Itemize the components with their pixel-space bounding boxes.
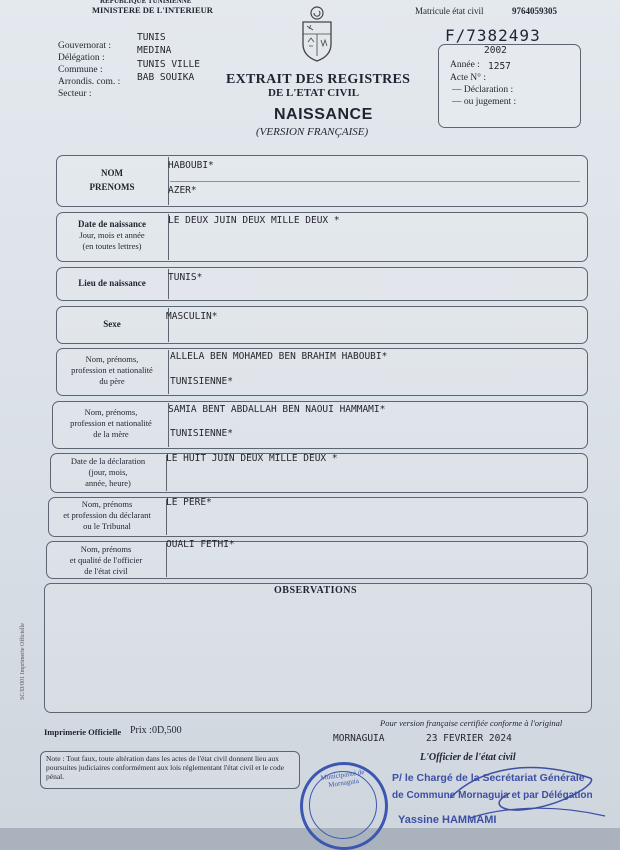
republique-text: REPUBLIQUE TUNISIENNE: [100, 0, 192, 5]
officier-value: OUALI FETHI*: [166, 539, 235, 550]
handwritten-signature-icon: [440, 748, 610, 828]
date-naissance-sublabel2: (en toutes lettres): [82, 241, 142, 251]
pere-divider: [168, 350, 169, 394]
annee-label: Année :: [450, 60, 480, 70]
observations-label: OBSERVATIONS: [274, 585, 358, 596]
pere-nationality-value: TUNISIENNE*: [170, 376, 233, 387]
declaration-label-3: année, heure): [85, 478, 131, 488]
arrondissement-label: Arrondis. com. :: [58, 77, 121, 87]
gouvernorat-label: Gouvernorat :: [58, 41, 112, 51]
ministere-text: MINISTERE DE L'INTERIEUR: [92, 5, 213, 15]
declarant-label-1: Nom, prénoms: [81, 499, 133, 509]
officier-label-2: et qualité de l'officier: [69, 555, 143, 565]
acte-label: Acte N° :: [450, 73, 486, 83]
side-imprimerie-text: SC/D/001 Imprimerie Officielle: [20, 623, 26, 700]
annee-value: 1257: [488, 61, 511, 72]
sexe-value: MASCULIN*: [166, 311, 218, 322]
declaration-value: LE HUIT JUIN DEUX MILLE DEUX *: [166, 453, 338, 464]
pere-label-2: profession et nationalité: [71, 365, 153, 375]
date-signature: 23 FEVRIER 2024: [426, 733, 512, 744]
declarant-value: LE PERE*: [166, 497, 212, 508]
lieu-label: Lieu de naissance: [78, 278, 146, 288]
pere-label-3: du père: [99, 376, 125, 386]
signature-line-1: P/ le Chargé de la Secrétariat Générale: [392, 772, 585, 784]
declaration-label: — Déclaration :: [452, 85, 514, 95]
year-value: 2002: [484, 45, 507, 56]
signature-line-2: de Commune Mornaguia et par Délégation: [392, 790, 593, 801]
delegation-label: Délégation :: [58, 53, 105, 63]
prix-label: Prix :0D,500: [130, 725, 182, 736]
nom-value: HABOUBI*: [168, 160, 214, 171]
delegation-value: MEDINA: [137, 45, 172, 56]
lieu-signature: MORNAGUIA: [333, 733, 385, 744]
official-stamp-icon: [300, 762, 388, 850]
pere-label-1: Nom, prénoms,: [85, 354, 139, 364]
note-text: Note : Tout faux, toute altération dans les actes de l'état civil donnent lieu aux poursuites judiciaires conformément aux lois réglementant l'état civil et le code pénal.: [46, 754, 284, 781]
secteur-label: Secteur :: [58, 89, 92, 99]
mere-name-value: SAMIA BENT ABDALLAH BEN NAOUI HAMMAMI*: [168, 404, 386, 415]
observations-box: [44, 583, 592, 713]
declaration-label-1: Date de la déclaration: [70, 456, 146, 466]
officier-label-3: de l'état civil: [84, 566, 128, 576]
arrondissement-value: BAB SOUIKA: [137, 72, 195, 83]
jugement-label: — ou jugement :: [452, 97, 517, 107]
nom-underline: [170, 181, 580, 182]
title-naissance: NAISSANCE: [274, 106, 373, 123]
title-extrait: EXTRAIT DES REGISTRES: [226, 72, 411, 87]
officier-label-1: Nom, prénoms: [80, 544, 132, 554]
date-naissance-value: LE DEUX JUIN DEUX MILLE DEUX *: [168, 215, 340, 226]
nom-label: NOM: [101, 168, 123, 178]
declaration-label-2: (jour, mois,: [88, 467, 128, 477]
prenom-value: AZER*: [168, 185, 197, 196]
pere-name-value: ALLELA BEN MOHAMED BEN BRAHIM HABOUBI*: [170, 351, 388, 362]
commune-value: TUNIS VILLE: [137, 59, 200, 70]
declarant-label-3: ou le Tribunal: [83, 521, 131, 531]
certifie-text: Pour version française certifiée conforme à l'original: [380, 718, 563, 728]
mere-label-1: Nom, prénoms,: [84, 407, 138, 417]
mere-label-2: profession et nationalité: [70, 418, 152, 428]
sexe-label: Sexe: [103, 319, 121, 329]
matricule-label: Matricule état civil: [415, 6, 484, 16]
commune-label: Commune :: [58, 65, 103, 75]
matricule-value: 9764059305: [512, 6, 557, 16]
document-number: F/7382493: [445, 26, 541, 45]
lieu-value: TUNIS*: [168, 272, 203, 283]
signature-line-3: Yassine HAMMAMI: [398, 814, 497, 826]
title-etat-civil: DE L'ETAT CIVIL: [268, 87, 360, 99]
date-naissance-sublabel: Jour, mois et année: [79, 230, 145, 240]
stamp-text: Municipalité de Mornaguia: [320, 768, 365, 790]
title-version: (VERSION FRANÇAISE): [256, 126, 369, 138]
date-naissance-label: Date de naissance: [78, 219, 146, 229]
declarant-label-2: et profession du déclarant: [63, 510, 151, 520]
officier-signature-title: L'Officier de l'état civil: [420, 752, 516, 763]
prenoms-label: PRENOMS: [89, 182, 135, 192]
mere-label-3: de la mère: [93, 429, 129, 439]
gouvernorat-value: TUNIS: [137, 32, 166, 43]
coat-of-arms-icon: [300, 4, 334, 62]
imprimerie-label: Imprimerie Officielle: [44, 727, 122, 737]
mere-nationality-value: TUNISIENNE*: [170, 428, 233, 439]
